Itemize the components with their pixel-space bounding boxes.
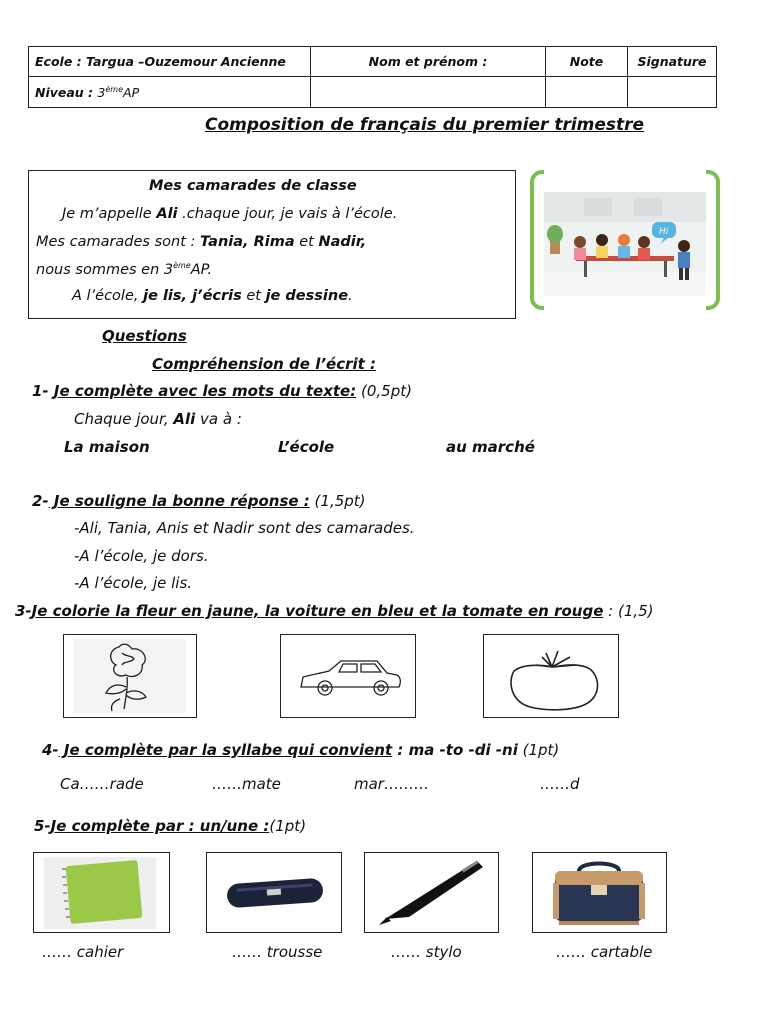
page-title: Composition de français du premier trimestre [205,115,645,135]
name-field-label: Nom et prénom : [311,47,546,77]
pencil-case-image-box [206,852,342,933]
question-5-prompt: 5-Je complète par : un/une :(1pt) [34,817,307,835]
question-2-prompt: 2- Je souligne la bonne réponse : (1,5pt) [32,492,366,510]
question-4-word[interactable]: ……mate [212,775,281,793]
reading-text-box [28,170,516,319]
schoolbag-icon [533,853,666,932]
question-5-item[interactable]: …… trousse [232,943,323,961]
rose-icon [64,635,196,717]
question-4-word[interactable]: mar……… [354,775,429,793]
signature-label: Signature [628,47,717,77]
question-2-statement[interactable]: -A l’école, je lis. [74,574,193,592]
car-icon [281,635,415,717]
pen-image-box [364,852,499,933]
question-5-item[interactable]: …… cahier [42,943,124,961]
question-1-option[interactable]: L’école [278,438,335,456]
schoolbag-image-box [532,852,667,933]
note-label: Note [546,47,628,77]
comprehension-heading: Compréhension de l’écrit : [152,355,377,373]
question-4-word[interactable]: Ca……rade [60,775,144,793]
signature-input[interactable] [628,77,717,108]
reading-line-3: nous sommes en 3èmeAP. [36,261,213,278]
level-value: 3èmeAP [97,84,140,100]
pen-icon [365,853,498,932]
reading-line-2: Mes camarades sont : Tania, Rima et Nadir, [36,234,367,250]
children-at-table-image [544,192,706,296]
notebook-image-box [33,852,170,933]
tomato-icon [484,635,618,717]
question-5-item[interactable]: …… cartable [556,943,653,961]
car-coloring-box[interactable] [280,634,416,718]
level-cell [29,77,311,108]
question-3-prompt: 3-Je colorie la fleur en jaune, la voiture en bleu et la tomate en rouge : (1,5) [15,602,654,620]
reading-line-4: A l’école, je lis, j’écris et je dessine. [72,288,353,304]
note-input[interactable] [546,77,628,108]
left-bracket-decoration [530,170,544,310]
tomato-coloring-box[interactable] [483,634,619,718]
name-field-input[interactable] [311,77,546,108]
level-label: Niveau : [35,84,94,100]
speech-bubble-text: Hi [659,227,669,237]
flower-coloring-box[interactable] [63,634,197,718]
questions-heading: Questions [102,327,187,345]
question-2-statement[interactable]: -A l’école, je dors. [74,547,209,565]
question-4-prompt: 4- Je complète par la syllabe qui convient : ma -to -di -ni (1pt) [42,741,560,759]
notebook-icon [34,853,169,932]
header-table [28,46,717,108]
question-1-prompt: 1- Je complète avec les mots du texte: (0,5pt) [32,382,412,400]
question-1-sentence: Chaque jour, Ali va à : [74,410,242,428]
school-cell: Ecole : Targua –Ouzemour Ancienne [29,47,311,77]
reading-title: Mes camarades de classe [149,178,357,194]
question-5-item[interactable]: …… stylo [391,943,462,961]
question-1-option[interactable]: au marché [446,438,535,456]
question-4-word[interactable]: ……d [540,775,580,793]
right-bracket-decoration [706,170,720,310]
question-1-option[interactable]: La maison [64,438,150,456]
pencil-case-icon [207,853,341,932]
classroom-illustration [530,170,720,310]
reading-line-1: Je m’appelle Ali .chaque jour, je vais à l’école. [62,206,398,222]
question-2-statement[interactable]: -Ali, Tania, Anis et Nadir sont des camarades. [74,519,415,537]
